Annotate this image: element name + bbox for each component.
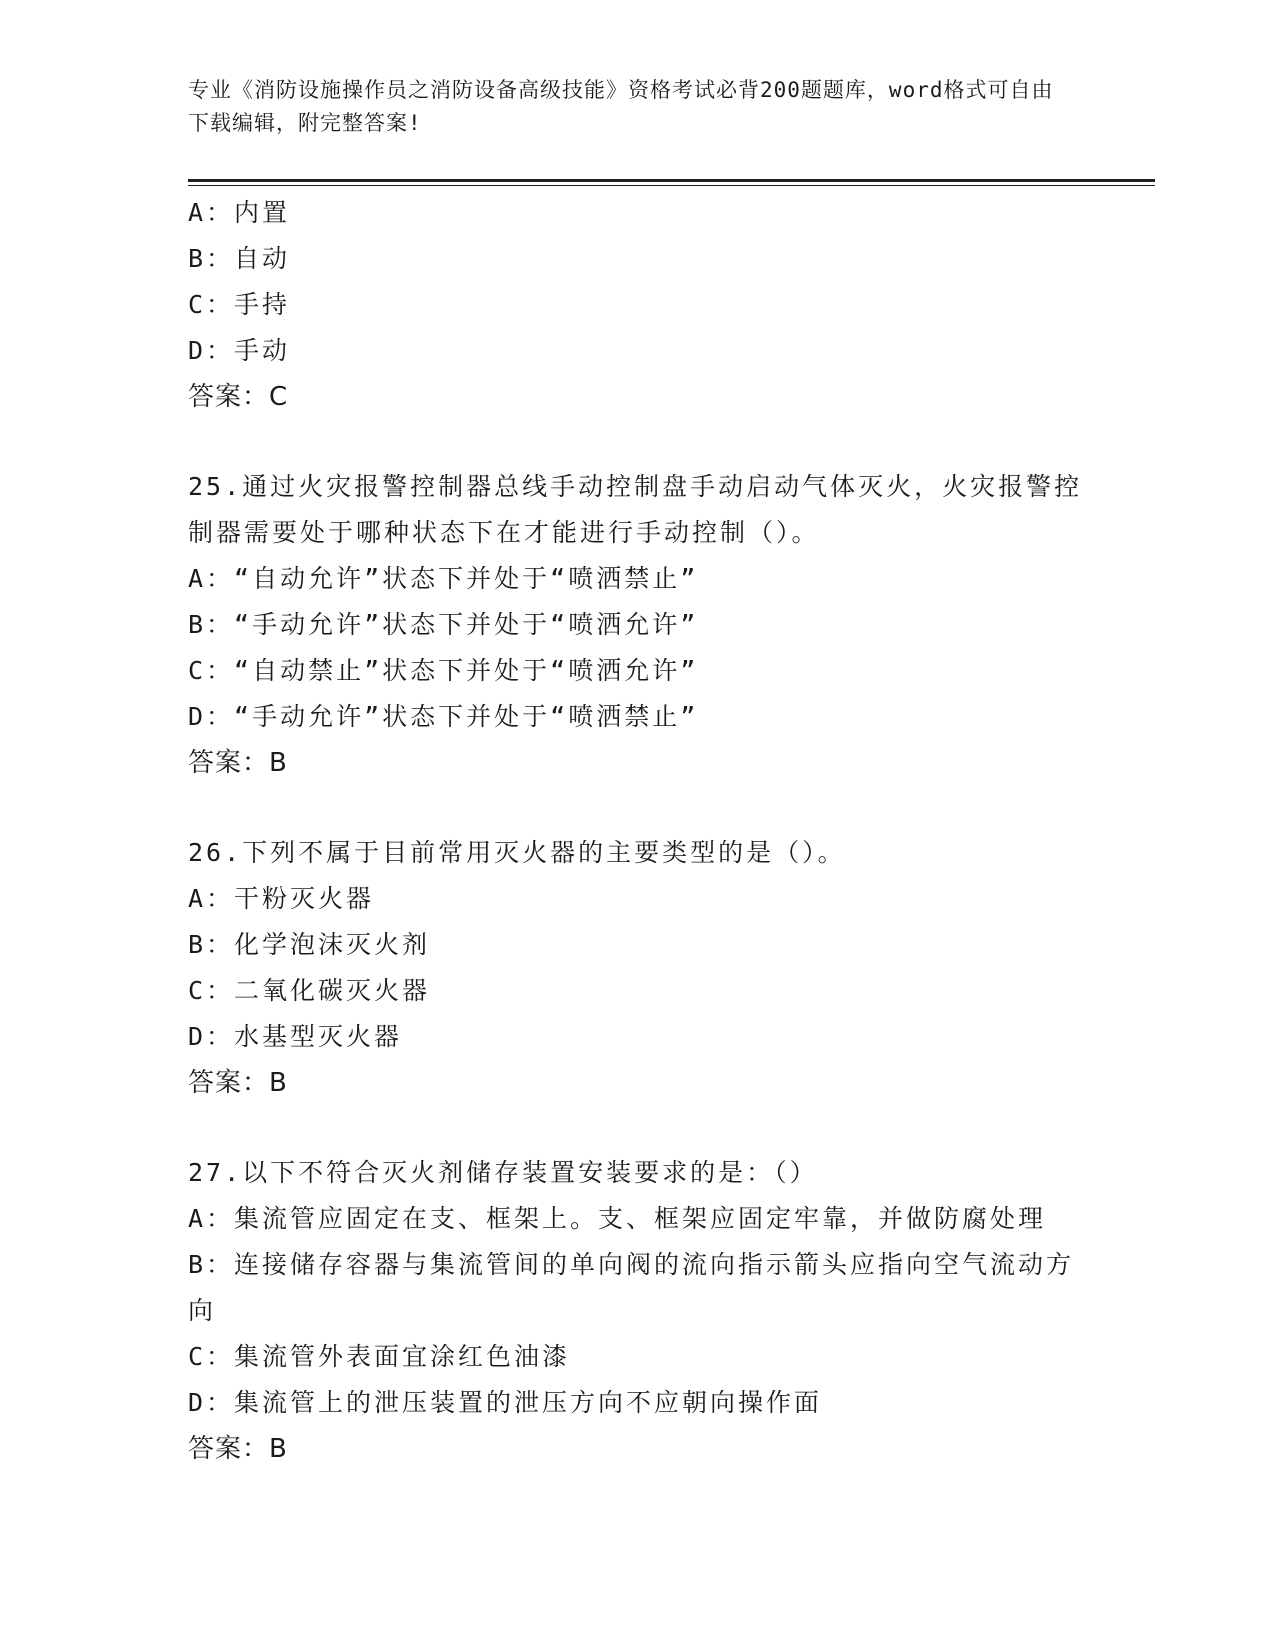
- option-c: C：二氧化碳灭火器: [188, 976, 431, 1005]
- option-b: B：连接储存容器与集流管间的单向阀的流向指示箭头应指向空气流动方向: [188, 1250, 1075, 1325]
- question-stem: 25.通过火灾报警控制器总线手动控制盘手动启动气体灭火，火灾报警控制器需要处于哪种状态下在才能进行手动控制（）。: [188, 472, 1083, 547]
- question-block-25: [188, 464, 1088, 786]
- option-b: B：自动: [188, 244, 291, 273]
- option-a: A：内置: [188, 198, 291, 227]
- answer-line: 答案：B: [188, 1068, 288, 1098]
- option-b: B：“手动允许”状态下并处于“喷洒允许”: [188, 610, 699, 639]
- answer-line: 答案：B: [188, 748, 288, 778]
- option-d: D：手动: [188, 336, 291, 365]
- question-stem: 27.以下不符合灭火剂储存装置安装要求的是：（）: [188, 1158, 818, 1187]
- question-block-24: [188, 190, 1088, 420]
- option-a: A：干粉灭火器: [188, 884, 375, 913]
- question-stem: 26.下列不属于目前常用灭火器的主要类型的是（）。: [188, 838, 846, 867]
- document-header: 专业《消防设施操作员之消防设备高级技能》资格考试必背200题题库，word格式可自由下载编辑，附完整答案!: [188, 78, 1054, 135]
- header-rule-thick: [188, 179, 1155, 182]
- option-d: D：水基型灭火器: [188, 1022, 403, 1051]
- question-block-27: [188, 1150, 1088, 1472]
- option-b: B：化学泡沫灭火剂: [188, 930, 431, 959]
- option-c: C：“自动禁止”状态下并处于“喷洒允许”: [188, 656, 699, 685]
- question-block-26: [188, 830, 1088, 1106]
- option-a: A：“自动允许”状态下并处于“喷洒禁止”: [188, 564, 699, 593]
- option-d: D：“手动允许”状态下并处于“喷洒禁止”: [188, 702, 699, 731]
- option-c: C：手持: [188, 290, 291, 319]
- answer-line: 答案：B: [188, 1434, 288, 1464]
- option-c: C：集流管外表面宜涂红色油漆: [188, 1342, 571, 1371]
- question-list: [188, 190, 1088, 1472]
- answer-line: 答案：C: [188, 382, 289, 412]
- option-a: A：集流管应固定在支、框架上。支、框架应固定牢靠，并做防腐处理: [188, 1204, 1047, 1233]
- header-rule-thin: [188, 185, 1155, 186]
- option-d: D：集流管上的泄压装置的泄压方向不应朝向操作面: [188, 1388, 823, 1417]
